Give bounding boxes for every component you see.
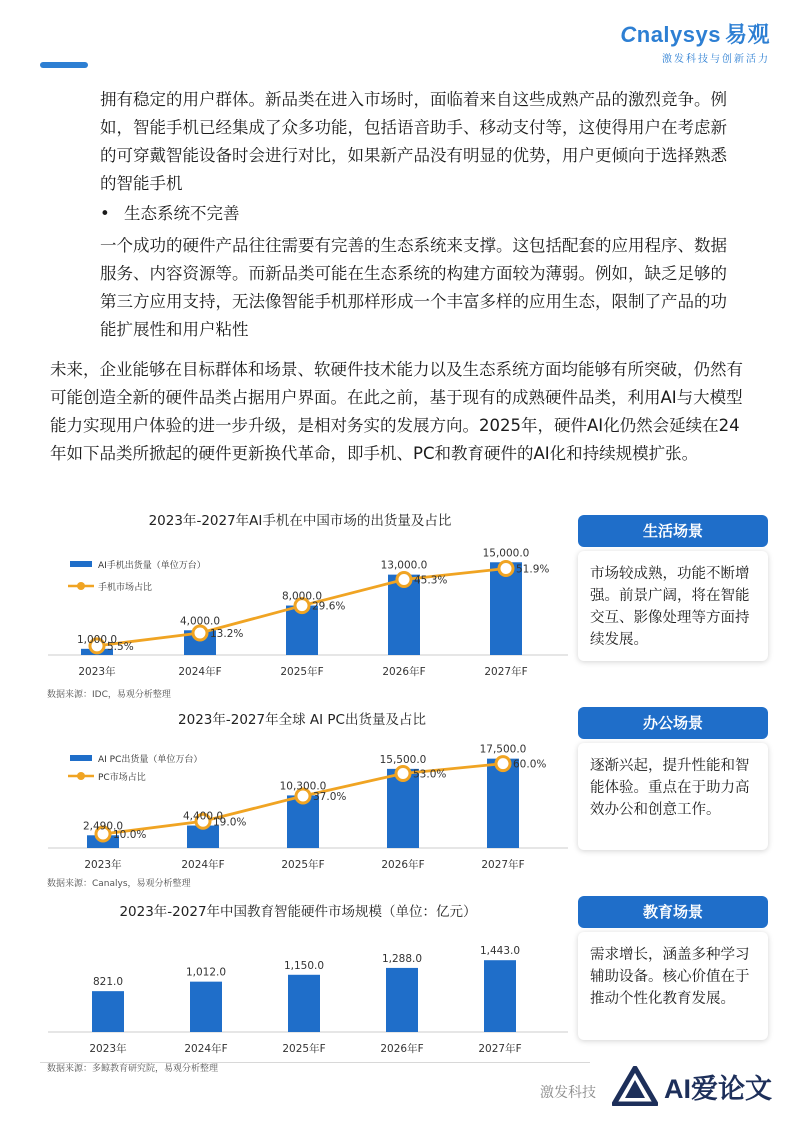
share-label-4: 51.9% xyxy=(516,563,550,576)
x-ticks xyxy=(78,665,527,678)
x-tick-label-2: 2025年F xyxy=(280,666,324,678)
legend-label-line: PC市场占比 xyxy=(98,773,146,783)
legend-swatch-bar xyxy=(70,561,92,567)
paragraph-future: 未来，企业能够在目标群体和场景、软硬件技术能力以及生态系统方面均能够有所突破，仍然有可能创造全新的硬件品类占据用户界面。在此之前，基于现有的成熟硬件品类，利用AI与大模型能力实现用户体验的进一步升级，是相对务实的发展方向。2025年，硬件AI化仍然会延续在24年如下品类所掀起的硬件更新换代革命，即手机、PC和教育硬件的AI化和持续规模扩张。 xyxy=(50,360,743,463)
bar-value-label-1: 4,400.0 xyxy=(182,810,224,823)
bar-value-label-0: 821.0 xyxy=(92,976,124,989)
bar-value-label-2: 1,150.0 xyxy=(283,959,325,972)
scene-desc-office: 逐渐兴起，提升性能和智能体验。重点在于助力高效办公和创意工作。 xyxy=(578,743,768,850)
legend-label-bar: AI PC出货量（单位万台） xyxy=(98,755,203,765)
paragraph-ecosystem: 一个成功的硬件产品往往需要有完善的生态系统来支撑。这包括配套的应用程序、数据服务、内容资源等。而新品类可能在生态系统的构建方面较为薄弱。例如，缺乏足够的第三方应用支持，无法像智能手机那样形成一个丰富多样的应用生态，限制了产品的功能扩展性和用户粘性 xyxy=(100,236,727,339)
x-tick-label-2: 2025年F xyxy=(282,1043,326,1055)
brand-logo xyxy=(620,18,770,65)
share-point-4 xyxy=(499,562,513,576)
chart-source: 数据来源：IDC，易观分析整理 xyxy=(47,690,171,700)
scene-title-office: 办公场景 xyxy=(578,707,768,739)
chart-ai-phone xyxy=(40,505,570,685)
bar-value-label-0: 2,490.0 xyxy=(82,820,124,833)
header-accent-bar xyxy=(40,62,88,68)
x-tick-label-4: 2027年F xyxy=(478,1043,522,1055)
bar-2 xyxy=(288,975,320,1032)
brand-name-en: nalysys xyxy=(636,22,721,47)
chart-edu-hardware xyxy=(40,895,570,1060)
bullet-ecosystem-label: 生态系统不完善 xyxy=(124,204,240,223)
chart-title: 2023年-2027年中国教育智能硬件市场规模（单位：亿元） xyxy=(119,904,477,920)
x-tick-label-1: 2024年F xyxy=(181,859,225,871)
watermark xyxy=(612,1066,772,1106)
x-tick-label-0: 2023年 xyxy=(78,666,116,678)
chart-source: 数据来源：多鲸教育研究院，易观分析整理 xyxy=(47,1064,219,1074)
x-tick-label-0: 2023年 xyxy=(89,1043,127,1055)
bar-value-label-3: 15,500.0 xyxy=(379,753,427,766)
x-tick-label-0: 2023年 xyxy=(84,859,122,871)
brand-slogan: 激发科技与创新活力 xyxy=(662,54,770,65)
share-label-3: 45.3% xyxy=(414,574,448,587)
chart-legend xyxy=(68,753,202,783)
share-label-3: 53.0% xyxy=(413,768,447,781)
watermark-logo-icon xyxy=(612,1066,658,1106)
scene-desc-education: 需求增长，涵盖多种学习辅助设备。核心价值在于推动个性化教育发展。 xyxy=(578,932,768,1040)
bar-value-label-4: 17,500.0 xyxy=(479,743,527,756)
bar-0 xyxy=(92,991,124,1032)
x-tick-label-2: 2025年F xyxy=(281,859,325,871)
scene-title-life: 生活场景 xyxy=(578,515,768,547)
chart-ai-pc xyxy=(40,705,570,875)
bar-value-label-3: 13,000.0 xyxy=(380,559,428,572)
bullet-ecosystem xyxy=(100,200,240,228)
share-label-4: 60.0% xyxy=(513,758,547,771)
brand-name: Cnalysys 易观 xyxy=(620,22,770,47)
x-tick-label-3: 2026年F xyxy=(381,859,425,871)
chart-legend xyxy=(68,559,206,593)
share-point-3 xyxy=(397,573,411,587)
scene-title-education: 教育场景 xyxy=(578,896,768,928)
x-tick-label-1: 2024年F xyxy=(184,1043,228,1055)
share-label-1: 13.2% xyxy=(210,628,244,640)
bar-value-label-1: 1,012.0 xyxy=(185,966,227,979)
footer-divider xyxy=(40,1062,590,1063)
footer-text: 激发科技 xyxy=(540,1085,596,1101)
bar-value-label-2: 8,000.0 xyxy=(281,590,323,603)
share-point-1 xyxy=(193,626,207,640)
bar-value-label-4: 1,443.0 xyxy=(479,945,521,958)
x-ticks xyxy=(89,1042,521,1055)
watermark-text: AI爱论文 xyxy=(664,1073,772,1104)
chart-title: 2023年-2027年全球 AI PC出货量及占比 xyxy=(178,712,426,728)
bar-value-label-1: 4,000.0 xyxy=(179,615,221,628)
bar-value-label-2: 10,300.0 xyxy=(279,780,327,793)
share-label-0: 10.0% xyxy=(113,828,147,841)
legend-label-line: 手机市场占比 xyxy=(98,583,153,593)
bar-1 xyxy=(190,982,222,1032)
bar-value-label-3: 1,288.0 xyxy=(381,952,423,965)
x-tick-label-3: 2026年F xyxy=(380,1043,424,1055)
chart-source: 数据来源：Canalys，易观分析整理 xyxy=(47,879,191,889)
x-tick-label-1: 2024年F xyxy=(178,666,222,678)
bar-value-label-0: 1,000.0 xyxy=(76,633,118,646)
share-label-2: 29.6% xyxy=(312,600,346,613)
bar-4 xyxy=(484,960,516,1032)
share-label-1: 19.0% xyxy=(213,816,247,829)
x-ticks xyxy=(84,858,524,871)
paragraph-competition: 拥有稳定的用户群体。新品类在进入市场时，面临着来自这些成熟产品的激烈竞争。例如，智能手机已经集成了众多功能，包括语音助手、移动支付等，这使得用户在考虑新的可穿戴智能设备时会进行对比，如果新产品没有明显的优势，用户更倾向于选择熟悉的智能手机 xyxy=(100,90,727,193)
brand-name-cn: 易观 xyxy=(724,22,770,47)
share-point-3 xyxy=(396,766,410,780)
legend-label-bar: AI手机出货量（单位万台） xyxy=(98,561,206,571)
share-label-0: 5.5% xyxy=(107,640,134,653)
x-tick-label-4: 2027年F xyxy=(484,666,528,678)
bullet-dot: • xyxy=(100,204,110,223)
scene-desc-life: 市场较成熟，功能不断增强。前景广阔，将在智能交互、影像处理等方面持续发展。 xyxy=(578,551,768,661)
share-point-4 xyxy=(496,757,510,771)
bar-3 xyxy=(386,968,418,1032)
bar-value-label-4: 15,000.0 xyxy=(482,547,530,560)
x-tick-label-4: 2027年F xyxy=(481,859,525,871)
legend-marker xyxy=(77,582,85,590)
x-tick-label-3: 2026年F xyxy=(382,666,426,678)
share-label-2: 37.0% xyxy=(313,790,347,803)
legend-swatch-bar xyxy=(70,755,92,761)
chart-title: 2023年-2027年AI手机在中国市场的出货量及占比 xyxy=(148,513,452,529)
legend-marker xyxy=(77,772,85,780)
